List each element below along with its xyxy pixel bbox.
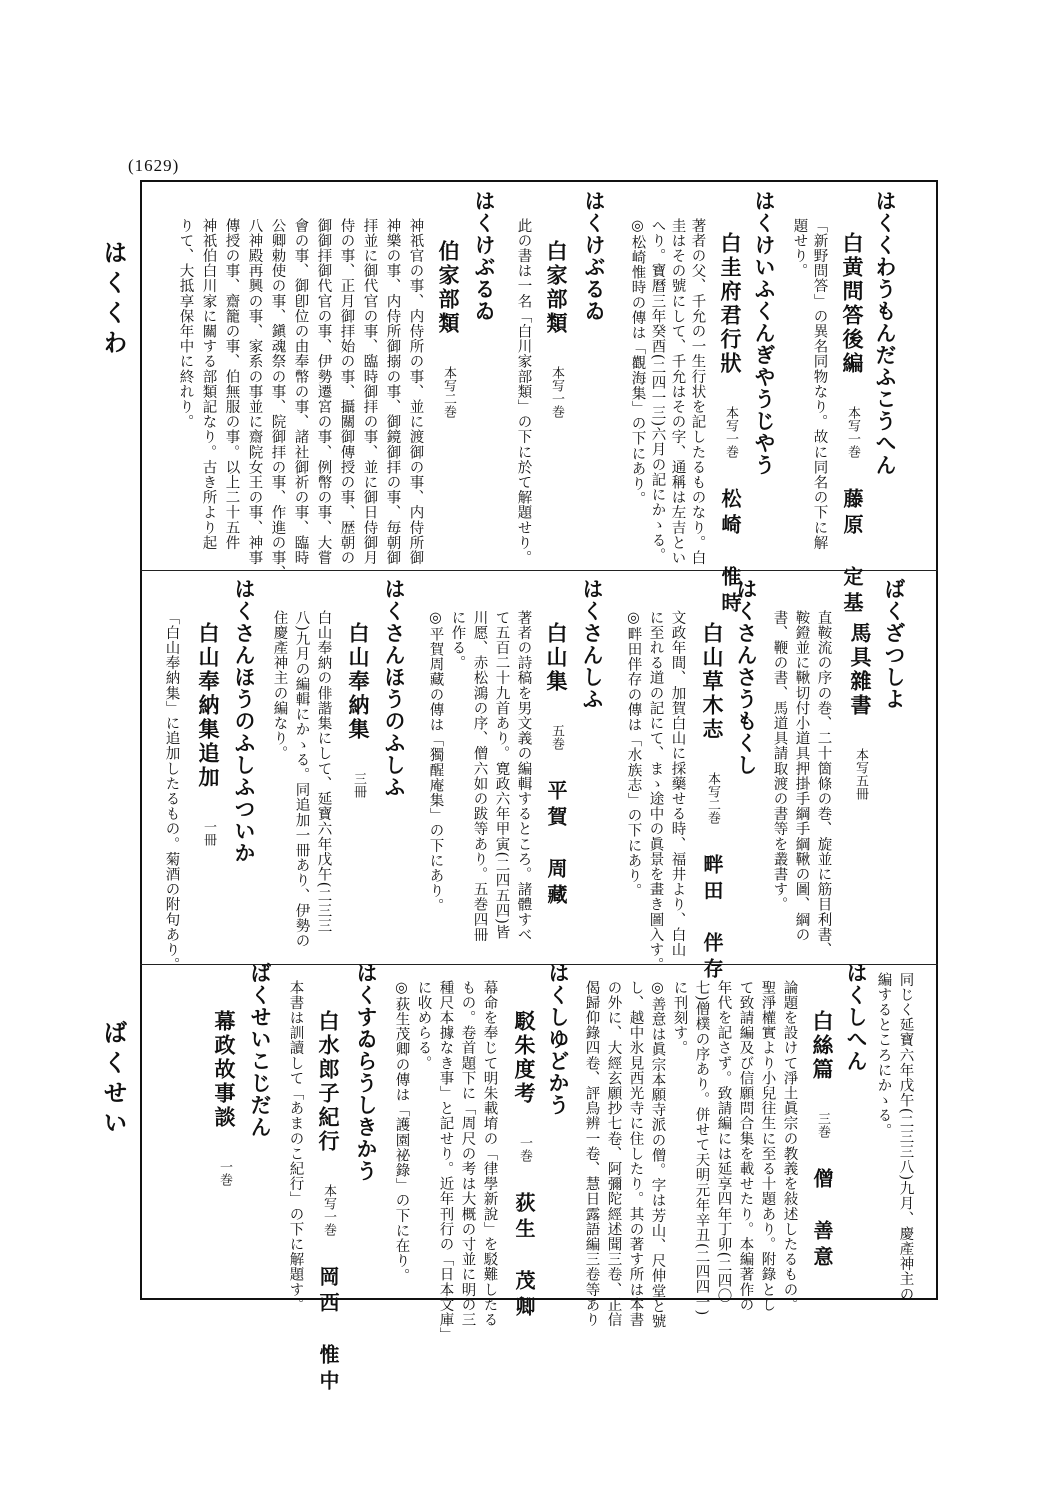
entry-title: 白山集 [544, 622, 569, 694]
entry-volume: 一冊 [201, 820, 216, 846]
entry-volume: 本写二巻 [441, 366, 456, 418]
entry-volume: 五巻 [549, 724, 564, 750]
text-line: 偈歸仰錄四卷、評鳥辨一卷、慧日露語編三卷等あり [583, 980, 600, 1328]
entry-kana: ばくせいこじだん [248, 962, 273, 1138]
text-line: 公卿勅使の事、鎭魂祭の事、院御拝の事、作進の事、 [269, 218, 286, 581]
text-line: に收めらる。 [415, 980, 432, 1071]
text-line: に刊刻す。 [671, 980, 688, 1056]
entry-heading [842, 232, 863, 618]
text-line: 聖淨權實より小兒往生に至る十題あり。附錄とし [759, 980, 776, 1313]
entry-kana: はくしへん [844, 962, 869, 1072]
entry-volume: 一巻 [517, 1136, 532, 1162]
entry-heading [318, 1010, 339, 1396]
entry-kana: はくさんほうのふしふついか [232, 578, 257, 864]
text-line: 論題を設けて淨土眞宗の教義を敍述したるもの。 [781, 980, 798, 1313]
text-line: 編するところにかゝる。 [875, 972, 892, 1139]
text-line: 會の事、御卽位の由奉幣の事、諸社御祈の事、臨時 [292, 218, 309, 566]
text-line: 書、鞭の書、馬道具請取渡の書等を叢書す。 [771, 610, 788, 912]
entry-heading [348, 622, 369, 798]
entry-title: 白山草木志 [700, 622, 725, 742]
side-label-right: はくくわ [99, 240, 128, 360]
text-line: りて、大抵享保年中に終れり。 [177, 218, 194, 430]
entry-heading [214, 1010, 235, 1186]
entry-title: 白絲篇 [810, 1010, 835, 1082]
entry-title: 馬具雜書 [848, 622, 873, 718]
text-line: 八神殿再興の事、家系の事並に齋院女王の事、神事 [246, 218, 263, 566]
text-line: 圭はその號にして、千允はその字、通稱は左吉とい [669, 218, 686, 566]
page-number: (1629) [128, 156, 180, 175]
text-line: 鞍鐙並に鞦切付小道具押掛手綱手綱鞦の圖、綱の [793, 610, 810, 943]
text-line: 八)九月の編輯にかゝる。同追加一冊あり、伊勢の [293, 610, 310, 949]
text-line: 種尺本據なき事」と記せり。近年刊行の「日本文庫」 [437, 980, 454, 1343]
text-line: 文政年間、加賀白山に採藥せる時、福井より、白山 [669, 610, 686, 958]
text-line: 此の書は一名「白川家部類」の下に於て解題せり。 [515, 218, 532, 566]
entry-kana: はくけぶるゐ [472, 190, 497, 322]
entry-volume: 本写一巻 [845, 406, 860, 458]
entry-title: 幕政故事談 [212, 1010, 237, 1130]
entry-heading [546, 240, 567, 418]
entry-volume: 一巻 [217, 1160, 232, 1186]
text-line: の外に、大經玄願抄七卷、阿彌陀經述聞三卷、正信 [605, 980, 622, 1328]
entry-heading [438, 240, 459, 418]
text-line: 白山奉納の俳諧集にして、延寶六年戊午(二三三 [315, 610, 332, 934]
entry-heading [720, 232, 741, 618]
text-line: 題せり。 [791, 218, 808, 279]
entry-kana: はくさんしふ [580, 578, 605, 710]
text-line: 神樂の事、内侍所御搦の事、御鏡御拝の事、毎朝御 [384, 218, 401, 566]
entry-title: 白山奉納集追加 [196, 622, 221, 790]
entry-title: 白黄問答後編 [840, 232, 865, 376]
text-line: ◎荻生茂卿の傳は「護園祕錄」の下に在り。 [393, 980, 410, 1284]
entry-volume: 三冊 [351, 772, 366, 798]
entry-author: 畔田 伴存 [700, 854, 724, 984]
text-line: 侍の事、正月御拝始の事、攝關御傳授の事、歴朝の [338, 218, 355, 566]
entry-volume: 三巻 [815, 1112, 830, 1138]
text-line: 年代を記さず。致請編には延享四年丁卯(二四〇 [715, 980, 732, 1304]
entry-kana: はくけいふくんぎやうじやう [752, 190, 777, 476]
entry-author: 松崎 惟時 [718, 488, 742, 618]
entry-kana: はくさんさうもくし [734, 578, 759, 776]
entry-title: 伯家部類 [436, 240, 461, 336]
entry-volume: 本写一巻 [321, 1184, 336, 1236]
entry-author: 僧 善意 [810, 1168, 834, 1272]
entry-volume: 本写五冊 [853, 748, 868, 800]
text-line: て五百二十九首あり。寛政六年甲寅(二四五四)皆 [493, 610, 510, 940]
text-line: て致請編及び信願問合集を載せたり。本編著作の [737, 980, 754, 1313]
text-line: 同じく延寶六年戊午(二三三八)九月、慶產神主の [897, 972, 914, 1302]
entry-heading [198, 622, 219, 846]
text-line: に作る。 [449, 610, 466, 671]
text-line: 本書は訓讀して「あまのこ紀行」の下に解題す。 [287, 980, 304, 1313]
entry-title: 白圭府君行狀 [718, 232, 743, 376]
text-line: 「白山奉納集」に追加したるもの。菊酒の附句あり。 [163, 610, 180, 973]
entry-kana: はくさんほうのふしふ [382, 578, 407, 798]
entry-heading [812, 1010, 833, 1272]
text-line: ◎畔田伴存の傳は「水族志」の下にあり。 [625, 610, 642, 899]
text-line: に至れる道の記にて、まゝ途中の眞景を畫き圖入す。 [647, 610, 664, 973]
entry-kana: はくすゐらうしきかう [354, 962, 379, 1182]
entry-volume: 本写一巻 [549, 366, 564, 418]
text-line: 傳授の事、齋籠の事、伯無服の事。以上二十五件 [223, 218, 240, 551]
text-line: 「新野問答」の異名同物なり。故に同名の下に解 [811, 218, 828, 551]
text-line: 著者の詩稿を男文義の編輯するところ。諸體すべ [515, 610, 532, 943]
text-line: 七)僧樸の序あり。併せて天明元年辛丑(二四四一) [693, 980, 710, 1316]
entry-author: 藤原 定基 [840, 488, 864, 618]
entry-heading [514, 1010, 535, 1322]
text-line: 川愿、赤松鴻の序、僧六如の跋等あり。五巻四冊 [471, 610, 488, 943]
text-line: ◎平賀周藏の傳は「獨醒庵集」の下にあり。 [427, 610, 444, 914]
entry-title: 駁朱度考 [512, 1010, 537, 1106]
text-line: 著者の父、千允の一生行状を記したるものなり。白 [689, 218, 706, 566]
entry-volume: 本写二巻 [705, 772, 720, 824]
text-line: 直鞍流の序の巻、二十箇條の巻、旋並に筋目利書、 [815, 610, 832, 958]
entry-kana: はくしゆどかう [546, 962, 571, 1116]
entry-title: 白山奉納集 [346, 622, 371, 742]
text-line: もの。卷首題下に「周尺の考は大概の寸並に明の三 [459, 980, 476, 1328]
entry-kana: ばくざつしよ [882, 578, 907, 710]
text-line: 拝並に御代官の事、臨時御拝の事、並に御日侍御月 [361, 218, 378, 566]
entry-kana: はくけぶるゐ [582, 190, 607, 322]
text-line: 御御拝御代官の事、伊勢遷宮の事、例幣の事、大嘗 [315, 218, 332, 566]
text-line: 神祇伯白川家に關する部類記なり。古き所より起 [200, 218, 217, 551]
text-line: ◎善意は眞宗本願寺派の僧。字は芳山、尺伸堂と號 [649, 980, 666, 1329]
entry-volume: 本写一巻 [723, 406, 738, 458]
entry-title: 白水郎子紀行 [316, 1010, 341, 1154]
entry-heading [850, 622, 871, 800]
entry-title: 白家部類 [544, 240, 569, 336]
entry-heading [546, 622, 567, 910]
text-line: 住慶產神主の編なり。 [271, 610, 288, 761]
entry-author: 荻生 茂卿 [512, 1192, 536, 1322]
text-line: し、越中氷見西光寺に住したり。其の著す所は本書 [627, 980, 644, 1328]
side-label-left: ばくせい [99, 1020, 128, 1140]
text-line: 神祇官の事、内侍所の事、並に渡御の事、内侍所御 [407, 218, 424, 566]
entry-author: 平賀 周藏 [544, 780, 568, 910]
text-line: ◎松崎惟時の傳は「觀海集」の下にあり。 [629, 218, 646, 507]
text-line: 幕命を奉じて明朱載堉の「律學新說」を駁難したる [481, 980, 498, 1328]
entry-heading [702, 622, 723, 984]
entry-author: 岡西 惟中 [316, 1266, 340, 1396]
entry-kana: はくくわうもんだふこうへん [873, 190, 898, 476]
section-divider-1 [140, 570, 938, 571]
text-line: へり。寶曆三年癸酉(二四一三)六月の記にかゝる。 [649, 218, 666, 563]
